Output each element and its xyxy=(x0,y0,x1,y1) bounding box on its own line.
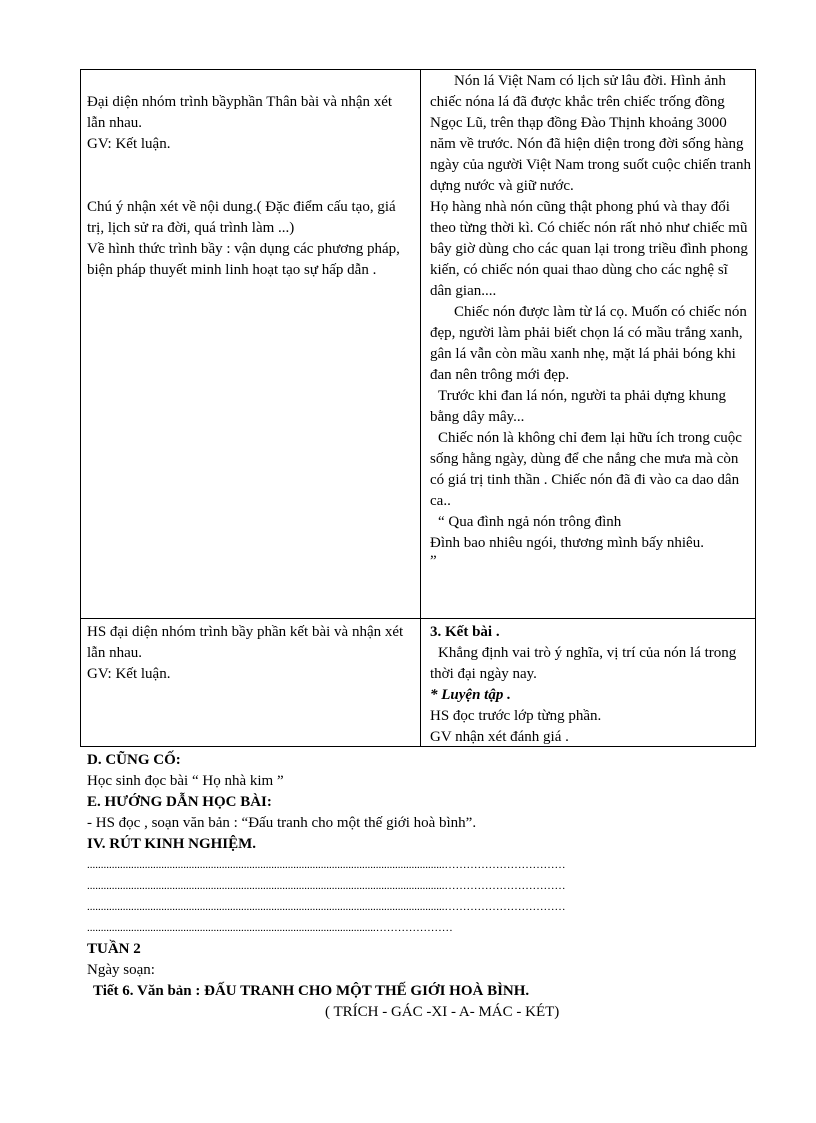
row2-right-cell xyxy=(430,622,752,748)
row2-right-p3: GV nhận xét đánh giá . xyxy=(430,729,569,745)
d-text: Học sinh đọc bài “ Họ nhà kim ” xyxy=(87,773,284,789)
conclusion-heading: 3. Kết bài . xyxy=(430,624,500,640)
week-label: TUẦN 2 xyxy=(87,941,141,957)
row1-right-cell xyxy=(430,71,752,568)
row1-right-p7: Đình bao nhiêu ngói, thương mình bấy nhiêu. xyxy=(430,535,704,551)
practice-heading: * Luyện tập . xyxy=(430,687,511,703)
row1-left-p3: Chú ý nhận xét về nội dung.( Đặc điểm cấu tạo, giá trị, lịch sử ra đời, quá trình làm ...) xyxy=(87,199,396,236)
dotted-line-3: ..................................................................................................................................…………………………… xyxy=(87,901,566,913)
row1-left-cell xyxy=(87,92,413,281)
row2-right-p1: Khẳng định vai trò ý nghĩa, vị trí của nón lá trong thời đại ngày nay. xyxy=(430,645,737,682)
row1-right-p8: ” xyxy=(430,553,437,569)
dotted-line-1: ..................................................................................................................................…………………………… xyxy=(87,859,566,871)
row-divider xyxy=(81,618,755,619)
row2-right-p2: HS đọc trước lớp từng phần. xyxy=(430,708,602,724)
d-heading: D. CŨNG CỐ: xyxy=(87,752,181,768)
row1-right-p4: Trước khi đan lá nón, người ta phải dựng khung bằng dây mây... xyxy=(430,388,727,425)
row1-left-p1: Đại diện nhóm trình bầyphần Thân bài và nhận xét lẫn nhau. xyxy=(87,94,393,131)
row2-left-p1: HS đại diện nhóm trình bầy phần kết bài và nhận xét lẫn nhau. xyxy=(87,624,404,661)
row1-left-p4: Về hình thức trình bầy : vận dụng các phương pháp, biện pháp thuyết minh linh hoạt tạo sự hấp dẫn . xyxy=(87,241,400,278)
lesson-title: Tiết 6. Văn bản : ĐẤU TRANH CHO MỘT THẾ GIỚI HOÀ BÌNH. xyxy=(93,983,530,999)
lesson-table xyxy=(80,69,756,747)
column-divider xyxy=(420,70,421,746)
e-text: - HS đọc , soạn văn bản : “Đấu tranh cho một thế giới hoà bình”. xyxy=(87,815,477,831)
row1-right-p5: Chiếc nón là không chỉ đem lại hữu ích trong cuộc sống hằng ngày, dùng để che nắng che mưa mà còn có giá trị tinh thần . Chiếc nón đã đi vào ca dao dân ca.. xyxy=(430,430,742,509)
date-label: Ngày soạn: xyxy=(87,962,155,978)
row1-left-p2: GV: Kết luận. xyxy=(87,136,171,152)
e-heading: E. HƯỚNG DẪN HỌC BÀI: xyxy=(87,794,272,810)
row1-right-p2: Họ hàng nhà nón cũng thật phong phú và thay đổi theo từng thời kì. Có chiếc nón rất nhỏ như chiếc mũ bây giờ dùng cho các quan lại trong triều đình phong kiến, có chiếc nón quai thao dùng cho các nghệ sĩ dân gian.... xyxy=(430,199,748,299)
row1-right-p3: Chiếc nón được làm từ lá cọ. Muốn có chiếc nón đẹp, người làm phải biết chọn lá có mầu trắng xanh, gân lá vẫn còn mầu xanh nhẹ, mặt lá phải bóng khi đan nên trông mới đẹp. xyxy=(430,304,747,383)
dotted-line-4: .........................................................................................................………………… xyxy=(87,922,453,934)
row2-left-cell xyxy=(87,622,413,685)
row1-right-p6: “ Qua đình ngả nón trông đình xyxy=(438,514,622,530)
post-table-section xyxy=(87,750,747,1023)
iv-heading: IV. RÚT KINH NGHIỆM. xyxy=(87,836,257,852)
dotted-line-2: ..................................................................................................................................…………………………… xyxy=(87,880,566,892)
row2-left-p2: GV: Kết luận. xyxy=(87,666,171,682)
row1-right-p1: Nón lá Việt Nam có lịch sử lâu đời. Hình ảnh chiếc nóna lá đã được khắc trên chiếc trống đồng Ngọc Lũ, trên thạp đồng Đào Thịnh khoảng 3000 năm về trước. Nón đã hiện diện trong đời sống hàng ngày của người Việt Nam trong suốt cuộc chiến tranh dựng nước và giữ nước. xyxy=(430,73,752,194)
lesson-source: ( TRÍCH - GÁC -XI - A- MÁC - KÉT) xyxy=(325,1004,560,1020)
